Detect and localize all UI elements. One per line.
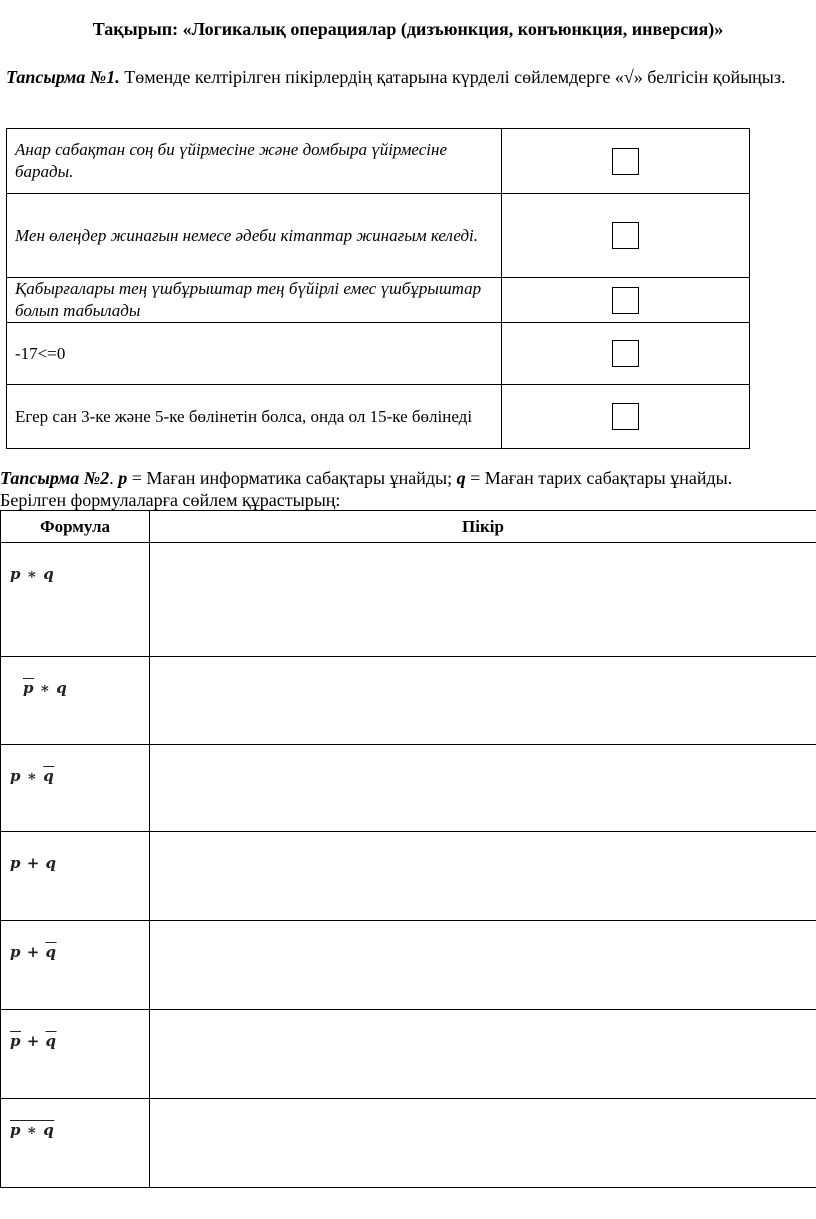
opinion-cell[interactable] [150, 832, 816, 921]
formula-p-and-not-q: p ∗ $\overline{q}$ [10, 767, 55, 785]
checkbox[interactable] [612, 287, 639, 314]
formula-not-p-and-q: $\overline{p}$ ∗ q [23, 679, 68, 697]
opinion-cell[interactable] [150, 921, 816, 1010]
formula-row [1, 543, 816, 657]
opinion-cell[interactable] [150, 1099, 816, 1188]
formula-not-p-and-q-overall: p ∗ q [10, 1121, 55, 1139]
formula-not-p-or-not-q: $\overline{p} + \overline{q}$ [10, 1032, 57, 1050]
formula-row [1, 1010, 816, 1099]
formula-p-or-q: p + q [10, 854, 57, 872]
checkbox-cell [502, 278, 750, 323]
statement-cell: Қабырғалары тең үшбұрыштар тең бүйірлі емес үшбұрыштар болып табылады [7, 278, 502, 323]
task1-row [7, 323, 750, 385]
q-definition: = Маған тарих сабақтары ұнайды. [465, 468, 733, 488]
formula-cell [1, 921, 150, 1010]
opinion-cell[interactable] [150, 657, 816, 745]
checkbox-cell [502, 385, 750, 449]
statement-cell: Мен өлеңдер жинағын немесе әдеби кітаптар жинағым келеді. [7, 194, 502, 278]
statement-cell: -17<=0 [7, 323, 502, 385]
formula-row [1, 745, 816, 832]
checkbox[interactable] [612, 340, 639, 367]
formula-p-and-q: p ∗ q [10, 565, 55, 583]
p-variable: p [118, 468, 128, 488]
task1-row [7, 129, 750, 194]
checkbox-cell [502, 194, 750, 278]
checkbox-cell [502, 129, 750, 194]
formula-row [1, 832, 816, 921]
formula-p-or-not-q: $p + \overline{q}$ [10, 943, 57, 961]
formula-cell [1, 1010, 150, 1099]
task1-table [6, 128, 750, 449]
opinion-cell[interactable] [150, 745, 816, 832]
opinion-cell[interactable] [150, 1010, 816, 1099]
formula-cell [1, 745, 150, 832]
statement-cell: Егер сан 3-ке және 5-ке бөлінетін болса, онда ол 15-ке бөлінеді [7, 385, 502, 449]
formula-row [1, 657, 816, 745]
opinion-cell[interactable] [150, 543, 816, 657]
page-title: Тақырып: «Логикалық операциялар (дизъюнкция, конъюнкция, инверсия)» [92, 19, 724, 39]
task2-instruction: Тапсырма №2. p = Маған информатика сабақтары ұнайды; q = Маған тарих сабақтары ұнайды. Берілген формулаларға сөйлем құрастырың: [0, 468, 733, 510]
formula-header: Формула [1, 511, 150, 543]
formula-cell [1, 657, 150, 745]
task2-subinstruction: Берілген формулаларға сөйлем құрастырың: [0, 490, 341, 510]
checkbox[interactable] [612, 403, 639, 430]
task1-row [7, 385, 750, 449]
task1-row [7, 278, 750, 323]
checkbox[interactable] [612, 148, 639, 175]
p-definition: = Маған информатика сабақтары ұнайды; [127, 468, 457, 488]
checkbox-cell [502, 323, 750, 385]
task1-text: Төменде келтірілген пікірлердің қатарына күрделі сөйлемдерге «√» белгісін қойыңыз. [119, 67, 786, 87]
task2-label: Тапсырма №2 [0, 468, 110, 488]
statement-cell: Анар сабақтан соң би үйірмесіне және домбыра үйірмесіне барады. [7, 129, 502, 194]
formula-cell [1, 1099, 150, 1188]
checkbox[interactable] [612, 222, 639, 249]
task1-row [7, 194, 750, 278]
q-variable: q [456, 468, 466, 488]
task1-instruction [6, 66, 796, 88]
task2-table [0, 510, 816, 1188]
opinion-header: Пікір [150, 511, 816, 543]
formula-row [1, 921, 816, 1010]
formula-cell [1, 543, 150, 657]
formula-cell [1, 832, 150, 921]
table-header-row [1, 511, 816, 543]
formula-row [1, 1099, 816, 1188]
task1-label: Тапсырма №1. [6, 67, 120, 87]
